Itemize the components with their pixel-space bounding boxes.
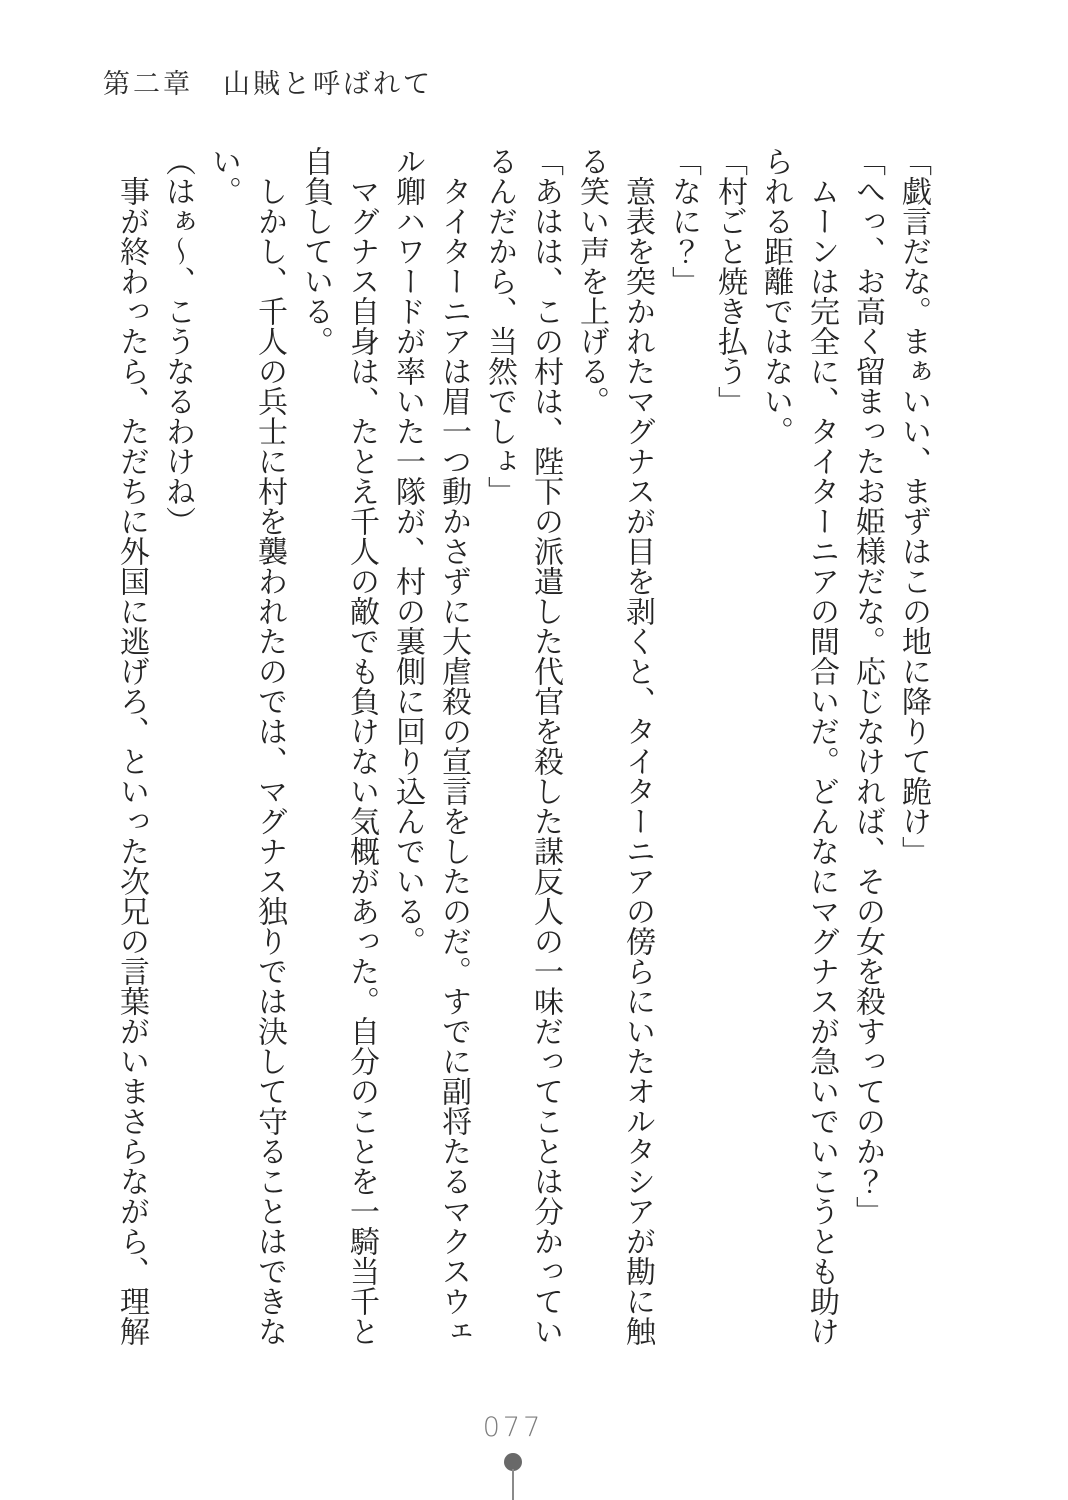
paragraph-07: 「あはは、この村は、陛下の派遣した代官を殺した謀反人の一味だってことは分かっているんだから、当然でしょ」 xyxy=(483,146,562,1346)
paragraph-09: マグナス自身は、たとえ千人の敵でも負けない気概があった。自分のことを一騎当千と自負している。 xyxy=(299,146,378,1346)
paragraph-10: しかし、千人の兵士に村を襲われたのでは、マグナス独りでは決して守ることはできない。 xyxy=(207,146,286,1346)
paragraph-12: 事が終わったら、ただちに外国に逃げろ、といった次兄の言葉がいまさらながら、理解 xyxy=(115,176,148,1346)
paragraph-11: （はぁ〜、こうなるわけね） xyxy=(161,146,194,536)
paragraph-02: 「へっ、お高く留まったお姫様だな。応じなければ、その女を殺すってのか？」 xyxy=(851,146,884,1226)
paragraph-01: 「戯言だな。まぁいい、まずはこの地に降りて跪け」 xyxy=(897,146,930,866)
chapter-heading: 第二章 山賊と呼ばれて xyxy=(103,69,433,99)
paragraph-08: タイターニアは眉一つ動かさずに大虐殺の宣言をしたのだ。すでに副将たるマクスウェル卿ハワードが率いた一隊が、村の裏側に回り込んでいる。 xyxy=(391,146,470,1346)
body-text xyxy=(108,146,936,1346)
paragraph-06: 意表を突かれたマグナスが目を剥くと、タイターニアの傍らにいたオルタシアが勘に触る笑い声を上げる。 xyxy=(575,146,654,1346)
paragraph-05: 「なに？」 xyxy=(667,146,700,296)
footer-line-ornament xyxy=(512,1469,514,1500)
page-number: 077 xyxy=(482,1412,544,1443)
paragraph-04: 「村ごと焼き払う」 xyxy=(713,146,746,416)
paragraph-03: ムーンは完全に、タイターニアの間合いだ。どんなにマグナスが急いでいこうとも助けられる距離ではない。 xyxy=(759,146,838,1346)
